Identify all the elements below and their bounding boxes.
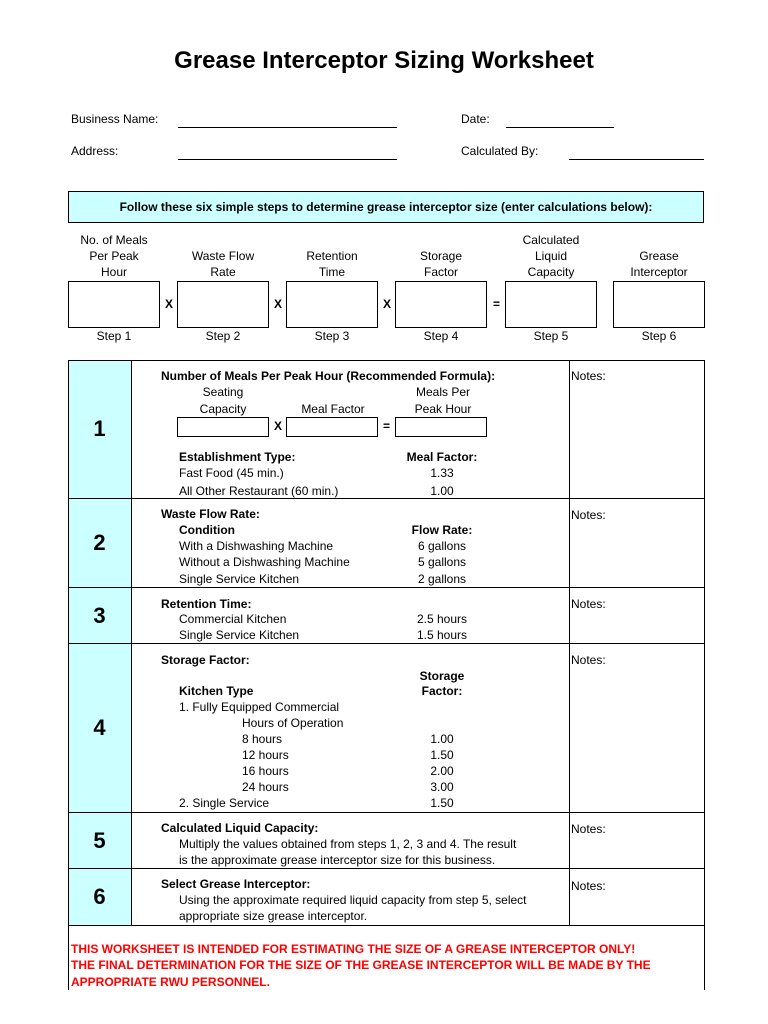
table-rule	[569, 360, 570, 925]
condition-row-label: With a Dishwashing Machine	[179, 539, 334, 553]
table-rule	[68, 925, 705, 926]
notes-label: Notes:	[571, 822, 606, 836]
page-title: Grease Interceptor Sizing Worksheet	[174, 47, 594, 74]
hours-row-value: 3.00	[430, 780, 454, 794]
retention-row-value: 1.5 hours	[416, 628, 468, 642]
equals-operator: =	[383, 419, 391, 433]
establishment-row-label: All Other Restaurant (60 min.)	[179, 484, 339, 498]
hours-row-value: 1.50	[430, 748, 454, 762]
step-label: Step 5	[533, 329, 569, 343]
retention-row-label: Commercial Kitchen	[179, 612, 287, 626]
step-number: 4	[68, 644, 131, 812]
column-heading-storage: Storage Factor	[419, 249, 463, 279]
step-label: Step 4	[423, 329, 459, 343]
column-heading-waste-flow: Waste Flow Rate	[191, 249, 255, 279]
establishment-row-label: Fast Food (45 min.)	[179, 466, 284, 480]
kitchen-type-heading: Kitchen Type	[179, 684, 254, 698]
kitchen-type-item: 2. Single Service	[179, 796, 270, 810]
hours-of-operation-label: Hours of Operation	[242, 716, 344, 730]
seating-capacity-input[interactable]	[177, 417, 269, 437]
capacity-label: Capacity	[199, 402, 247, 416]
step-5-input[interactable]	[505, 281, 597, 328]
condition-row-value: 2 gallons	[417, 572, 467, 586]
warning-text: THE FINAL DETERMINATION FOR THE SIZE OF THE GREASE INTERCEPTOR WILL BE MADE BY THE	[71, 958, 651, 972]
notes-label: Notes:	[571, 879, 606, 893]
multiply-operator: X	[274, 419, 283, 433]
table-rule	[131, 360, 132, 925]
step-2-input[interactable]	[177, 281, 269, 328]
instruction-text: Multiply the values obtained from steps 1, 2, 3 and 4. The result	[179, 837, 517, 851]
hours-row-label: 16 hours	[242, 764, 289, 778]
section-heading: Select Grease Interceptor:	[161, 877, 311, 891]
step-number: 6	[68, 869, 131, 925]
notes-label: Notes:	[571, 597, 606, 611]
meals-per-label: Meals Per	[415, 385, 471, 399]
business-name-label: Business Name:	[71, 112, 159, 126]
establishment-type-heading: Establishment Type:	[179, 450, 296, 464]
meal-factor-label: Meal Factor	[301, 402, 365, 416]
hours-row-value: 1.00	[430, 732, 454, 746]
seating-label: Seating	[202, 385, 244, 399]
table-rule	[68, 587, 705, 588]
instruction-text: appropriate size grease interceptor.	[179, 909, 368, 923]
step-label: Step 2	[205, 329, 241, 343]
meals-per-peak-hour-input[interactable]	[395, 417, 487, 437]
table-rule	[704, 360, 705, 990]
table-rule	[68, 812, 705, 813]
column-heading-interceptor: Grease Interceptor	[630, 249, 688, 279]
column-heading-meals: No. of Meals Per Peak Hour	[80, 233, 148, 279]
hours-row-label: 8 hours	[242, 732, 283, 746]
hours-row-value: 2.00	[430, 764, 454, 778]
section-heading: Retention Time:	[161, 597, 252, 611]
address-label: Address:	[71, 144, 119, 158]
table-rule	[68, 868, 705, 869]
business-name-field[interactable]	[178, 127, 397, 128]
table-rule	[68, 360, 705, 361]
step-label: Step 3	[314, 329, 350, 343]
step-number: 1	[68, 360, 131, 498]
equals-operator: =	[493, 297, 501, 311]
retention-row-label: Single Service Kitchen	[179, 628, 300, 642]
notes-label: Notes:	[571, 653, 606, 667]
condition-row-value: 5 gallons	[417, 555, 467, 569]
meal-factor-heading: Meal Factor:	[406, 450, 478, 464]
section-heading: Number of Meals Per Peak Hour (Recommended Formula):	[161, 369, 496, 383]
step-number: 2	[68, 499, 131, 587]
step-label: Step 1	[96, 329, 132, 343]
table-rule	[68, 360, 69, 990]
multiply-operator: X	[383, 297, 392, 311]
section-heading: Storage Factor:	[161, 653, 250, 667]
instruction-text: Using the approximate required liquid capacity from step 5, select	[179, 893, 527, 907]
steps-table	[68, 360, 705, 990]
retention-row-value: 2.5 hours	[416, 612, 468, 626]
step-3-input[interactable]	[286, 281, 378, 328]
multiply-operator: X	[274, 297, 283, 311]
step-1-input[interactable]	[68, 281, 160, 328]
table-rule	[68, 498, 705, 499]
section-heading: Waste Flow Rate:	[161, 507, 260, 521]
date-label: Date:	[461, 112, 490, 126]
warning-text: THIS WORKSHEET IS INTENDED FOR ESTIMATING THE SIZE OF A GREASE INTERCEPTOR ONLY!	[71, 942, 636, 956]
column-heading-retention: Retention Time	[306, 249, 358, 279]
multiply-operator: X	[165, 297, 174, 311]
step-label: Step 6	[641, 329, 677, 343]
column-heading-capacity: Calculated Liquid Capacity	[522, 233, 580, 279]
step-6-input[interactable]	[613, 281, 705, 328]
calculated-by-field[interactable]	[569, 159, 704, 160]
flow-rate-heading: Flow Rate:	[411, 523, 473, 537]
step-number: 3	[68, 588, 131, 643]
step-number: 5	[68, 813, 131, 868]
address-field[interactable]	[178, 159, 397, 160]
hours-row-label: 12 hours	[242, 748, 289, 762]
hours-row-label: 24 hours	[242, 780, 289, 794]
calculated-by-label: Calculated By:	[461, 144, 539, 158]
condition-row-label: Without a Dishwashing Machine	[179, 555, 350, 569]
condition-row-value: 6 gallons	[417, 539, 467, 553]
establishment-row-value: 1.00	[430, 484, 454, 498]
kitchen-type-item: 1. Fully Equipped Commercial	[179, 700, 340, 714]
table-rule	[68, 643, 705, 644]
condition-heading: Condition	[179, 523, 235, 537]
notes-label: Notes:	[571, 508, 606, 522]
meal-factor-input[interactable]	[286, 417, 378, 437]
warning-text: APPROPRIATE RWU PERSONNEL.	[71, 975, 270, 989]
date-field[interactable]	[506, 127, 614, 128]
instructions-banner: Follow these six simple steps to determine grease interceptor size (enter calculations below):	[68, 191, 704, 223]
notes-label: Notes:	[571, 369, 606, 383]
establishment-row-value: 1.33	[430, 466, 454, 480]
instruction-text: is the approximate grease interceptor size for this business.	[179, 853, 496, 867]
section-heading: Calculated Liquid Capacity:	[161, 821, 319, 835]
peak-hour-label: Peak Hour	[414, 402, 472, 416]
factor-heading: Factor:	[421, 684, 463, 698]
single-service-value: 1.50	[430, 796, 454, 810]
storage-heading: Storage	[419, 669, 465, 683]
step-4-input[interactable]	[395, 281, 487, 328]
condition-row-label: Single Service Kitchen	[179, 572, 300, 586]
